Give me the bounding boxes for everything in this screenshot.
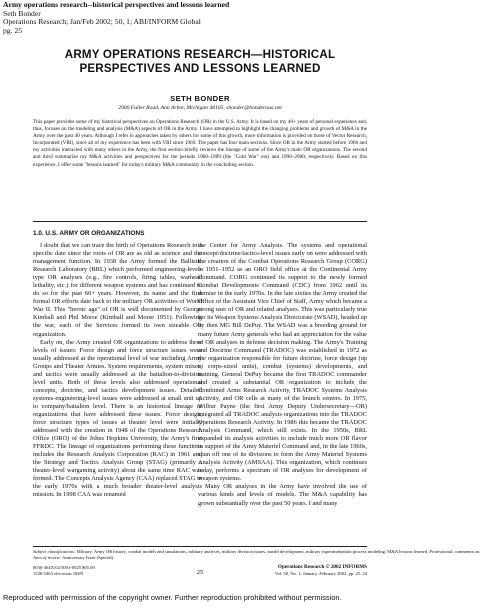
section-heading: 1.0. U.S. ARMY OR ORGANIZATIONS — [33, 230, 145, 237]
abstract: This paper provides some of my historical perspectives on Operations Research (OR) in the U.S. Army. It is based on my 40+ years of personal experience and, thus, focuses on the modeling and analysis (M&A) aspects of OR in the Army. I have attempted to highlight the changing problems and growth of M&A in the Army over the past 40 years. Although I refer to approaches taken by others for some of this growth, more information is provided on those of Vector Research, Incorporated (VRI), since all of my experience has been with VRI since 1969. The paper has four main sections. Since OR in the Army started before 1960 and my activities interacted with many others in the Army, the first section briefly reviews the lineage of some of the Army's main OR organizations. The second and third summarize my M&A activities and perspectives for the periods 1960–1989 (the "Cold War" era) and 1990–2000, respectively. Based on this experience, I offer some "lessons learned" for today's military M&A community in the concluding section. — [33, 119, 367, 168]
journal-name: Operations Research © 2002 INFORMS — [277, 564, 367, 570]
article-author: SETH BONDER — [170, 94, 230, 103]
issn-print: 0030-364X/02/5001-0025 $05.00 — [33, 565, 95, 570]
header-source: Operations Research; Jan/Feb 2002; 50, 1; ABI/INFORM Global — [3, 17, 201, 27]
page-number: 25 — [196, 569, 204, 576]
body-paragraph: I doubt that we can trace the birth of Operations Research to a specific date since the roots of OR are as old as science and the management function. In 1938 the Army formed the Ballistic Research Laboratory (BRL) which performed engineering-level-type OR analyses (e.g., fire controls, firing tables, warhead lethality, etc.) for different weapon systems and has continued to do so for the past 60+ years. However, its name and the first formal OR efforts date back to the military OR activities of World War II. This "heroic age" of OR is well documented by George Kimball and Phil Morse (Kimball and Morse 1951). Following the war, each of the Services formed its own sizeable OR organization. — [33, 242, 202, 338]
body-paragraph: Early on, the Army created OR organizations to address three levels of issues: Force design and force structure issues were usually addressed at the operational level of war including Army Groups and Theater Armies. System requirements, system mixes, and tactics were usually addressed at the battalion-to-division level units. Both of these levels also addressed operational concepts, doctrine, and tactics development issues. Detailed systems-engineering-level issues were addressed at small unit up to company/battalion level. There is an historical lineage of organizations that have addressed these issues. Force design, force structure types of issues at theater level were initially addressed with the creation in 1948 of the Operations Research Office (ORO) of the Johns Hopkins University, the Army's first FFRDC. The lineage of organizations performing these functions includes the Research Analysis Corporation (RAC) in 1961 and the Strategy and Tactics Analysis Group (STAG) (primarily a theater-level wargaming activity) about the same time RAC was formed. The Concepts Analysis Agency (CAA) replaced STAG in the early 1970s with a much broader theater-level analysis mission. In 1998 CAA was renamed — [33, 338, 202, 499]
subject-label: Subject classifications: — [33, 549, 76, 554]
footnote — [33, 549, 480, 561]
article-title — [0, 48, 400, 75]
issn-electronic: 1526-5463 electronic ISSN — [33, 570, 84, 576]
abstract-divider — [33, 221, 367, 222]
journal-volume: Vol. 50, No. 1, January–February 2002, pp. 25–34 — [274, 570, 367, 576]
reproduction-notice: Reproduced with permission of the copyright owner. Further reproduction prohibited without permission. — [3, 593, 342, 602]
header-title: Army operations research--historical perspectives and lessons learned — [3, 0, 230, 9]
area-text: Anniversary Issue (Special). — [62, 554, 115, 560]
body-paragraph: the Center for Army Analysis. The systems and operational concept/doctrine/tactics-level issues early on were addressed with the creation of the Combat Operations Research Group (CORG) in 1951–1952 as an ORO field office at the Continental Army Command. CORG continued its support to the newly formed Combat Developments Command (CDC) from 1962 until its demise in the early 1970s. In the late sixties the Army created the Office of the Assistant Vice Chief of Staff, Army which became a strong user of OR and related analyses. This was particularly true for its Weapon Systems Analysis Directorate (WSAD), headed up by then MG Bill DePuy. The WSAD was a breeding ground for many future Army generals who had an appreciation for the value of OR analyses in defense decision making. The Army's Training and Doctrine Command (TRADOC) was established in 1972 as the organization responsible for future doctrine, force design (up to corps-sized units), combat (systems) developments, and training. General DePuy became the first TRADOC commander and created a substantial OR organization to include the Combined Arms Research Activity, TRADOC Systems Analysis Activity, and OR cells at many of the branch centers. In 1975, Wilbur Payne (the first Army Deputy Undersecretary—OR) integrated all TRADOC analysis organizations into the TRADOC Operations Research Activity. In 1986 this became the TRADOC Analysis Command, which still exists. In the 1950s, BRL expanded its analysis activities to include much more OR flavor in support of the Army Materiel Command and, in the late 1960s, spun off one of its divisions to form the Army Materiel Systems Analysis Activity (AMSAA). This organization, which continues today, performs a spectrum of OR analyses for development of weapon systems. — [198, 242, 367, 483]
author-affiliation: 2900 Fuller Road, Ann Arbor, Michigan 48105, sbonder@bonderaaa.net — [118, 105, 282, 111]
right-column — [198, 242, 367, 508]
header-author: Seth Bonder — [3, 8, 41, 18]
header-pages: pg. 25 — [3, 25, 22, 35]
article-title-line1: ARMY OPERATIONS RESEARCH—HISTORICAL — [64, 48, 336, 61]
subject-text: Military: Army OR history, combat models and simulations, military analyses, military decision issues, model development, military experimentation process modeling, M&A lessons learned. Professional: comments on. — [76, 549, 480, 554]
document-header — [3, 1, 397, 35]
footnote-divider — [33, 546, 367, 547]
body-paragraph: Many OR analyses in the Army have involved the use of various kinds and levels of models. The M&A capability has grown substantially over the past 50 years. I and many — [198, 483, 367, 507]
article-title-line2: PERSPECTIVES AND LESSONS LEARNED — [79, 61, 321, 75]
journal-block — [275, 565, 367, 577]
area-label: Area of review: — [33, 554, 62, 560]
left-column — [33, 242, 202, 500]
